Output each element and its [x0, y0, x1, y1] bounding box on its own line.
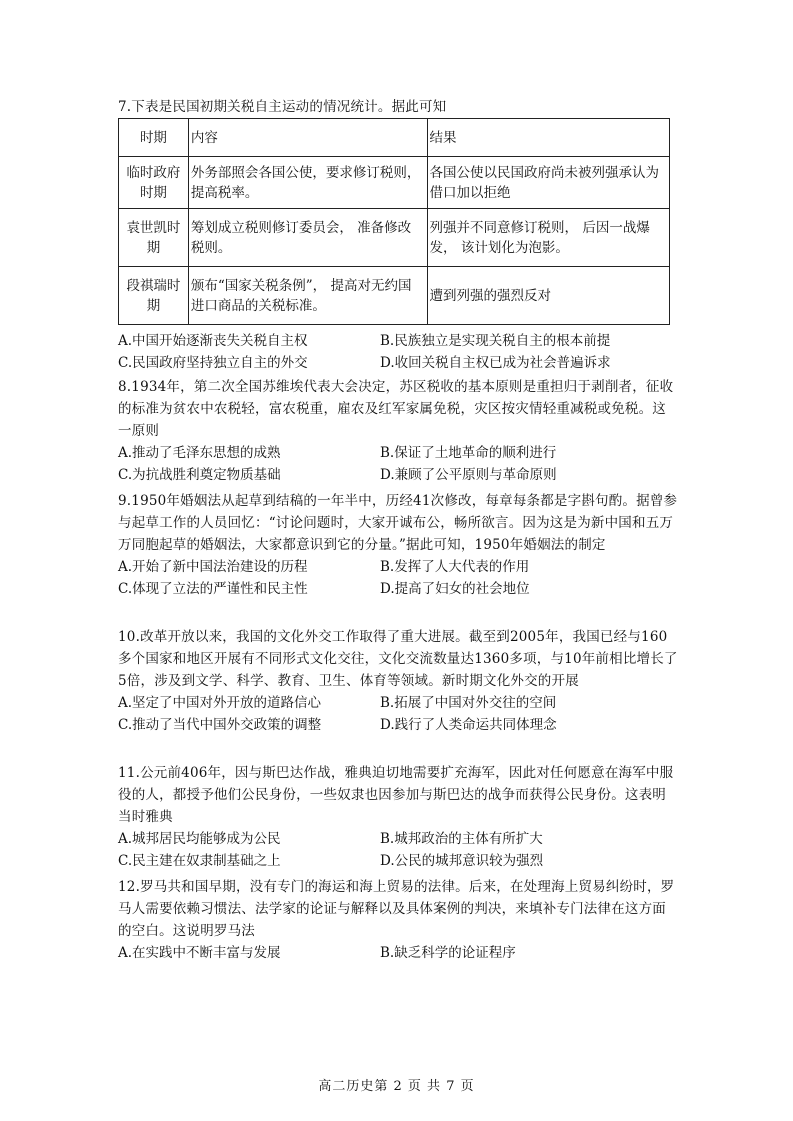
table-header-row	[119, 119, 670, 157]
option-b: B.城邦政治的主体有所扩大	[380, 831, 543, 847]
table-cell-content: 筹划成立税则修订委员会， 准备修改税则。	[188, 209, 427, 267]
table-cell-result: 遭到列强的强烈反对	[427, 267, 669, 325]
option-b: B.拓展了中国对外交往的空间	[380, 695, 557, 711]
table-header-period: 时期	[119, 119, 189, 157]
question-7-options	[118, 330, 678, 374]
table-header-content: 内容	[188, 119, 427, 157]
option-d: D.兼顾了公平原则与革命原则	[380, 467, 557, 483]
table-header-result: 结果	[427, 119, 669, 157]
option-c: C.体现了立法的严谨性和民主性	[118, 581, 308, 597]
option-d: D.公民的城邦意识较为强烈	[380, 853, 544, 869]
option-a: A.城邦居民均能够成为公民	[118, 831, 281, 847]
options-row	[118, 464, 678, 486]
option-a: A.中国开始逐渐丧失关税自主权	[118, 333, 308, 349]
option-b: B.保证了土地革命的顺利进行	[380, 445, 557, 461]
option-c: C.民主建在奴隶制基础之上	[118, 853, 281, 869]
table-cell-content: 外务部照会各国公使，要求修订税则，提高税率。	[188, 157, 427, 209]
options-row	[118, 714, 678, 736]
question-12	[118, 876, 678, 964]
option-c: C.推动了当代中国外交政策的调整	[118, 717, 322, 733]
question-7	[118, 96, 678, 118]
options-row	[118, 692, 678, 714]
option-d: D.收回关税自主权已成为社会普遍诉求	[380, 355, 611, 371]
question-8-stem: 8.1934年，第二次全国苏维埃代表大会决定，苏区税收的基本原则是重担归于剥削者，征收的标准为贫农中农税轻，富农税重，雇农及红军家属免税，灾区按灾情轻重减税或免税。这一原则	[118, 379, 674, 439]
table-cell-period: 袁世凯时期	[119, 209, 189, 267]
question-7-stem: 7.下表是民国初期关税自主运动的情况统计。据此可知	[118, 99, 447, 115]
table-cell-result: 各国公使以民国政府尚未被列强承认为借口加以拒绝	[427, 157, 669, 209]
table-cell-result: 列强并不同意修订税则， 后因一战爆发， 该计划化为泡影。	[427, 209, 669, 267]
question-10	[118, 626, 678, 736]
question-11-stem: 11.公元前406年，因与斯巴达作战，雅典迫切地需要扩充海军，因此对任何愿意在海军中服役的人，都授予他们公民身份，一些奴隶也因参加与斯巴达的战争而获得公民身份。这表明当时雅典	[118, 765, 674, 825]
page-footer: 高二历史第 2 页 共 7 页	[318, 1079, 475, 1094]
options-row	[118, 850, 678, 872]
option-b: B.缺乏科学的论证程序	[380, 945, 516, 961]
option-a: A.开始了新中国法治建设的历程	[118, 559, 308, 575]
question-9-stem: 9.1950年婚姻法从起草到结稿的一年半中，历经41次修改，每章每条都是字斟句酌。据曾参与起草工作的人员回忆：“讨论问题时，大家开诚布公，畅所欲言。因为这是为新中国和五万万同胞起草的婚姻法，大家都意识到它的分量。”据此可知，1950年婚姻法的制定	[118, 493, 678, 553]
option-a: A.坚定了中国对外开放的道路信心	[118, 695, 322, 711]
option-a: A.推动了毛泽东思想的成熟	[118, 445, 281, 461]
options-row	[118, 578, 678, 600]
table-cell-content: 颁布“国家关税条例”， 提高对无约国进口商品的关税标准。	[188, 267, 427, 325]
options-row	[118, 828, 678, 850]
option-b: B.发挥了人大代表的作用	[380, 559, 530, 575]
table-row	[119, 209, 670, 267]
option-c: C.为抗战胜利奠定物质基础	[118, 467, 281, 483]
q7-table	[118, 118, 670, 325]
question-12-stem: 12.罗马共和国早期，没有专门的海运和海上贸易的法律。后来，在处理海上贸易纠纷时，罗马人需要依赖习惯法、法学家的论证与解释以及具体案例的判决，来填补专门法律在这方面的空白。这说明罗马法	[118, 879, 675, 939]
options-row	[118, 442, 678, 464]
table-row	[119, 157, 670, 209]
option-d: D.践行了人类命运共同体理念	[380, 717, 557, 733]
option-a: A.在实践中不断丰富与发展	[118, 945, 281, 961]
option-b: B.民族独立是实现关税自主的根本前提	[380, 333, 611, 349]
option-d: D.提高了妇女的社会地位	[380, 581, 530, 597]
question-11	[118, 762, 678, 872]
option-c: C.民国政府坚持独立自主的外交	[118, 355, 308, 371]
question-10-stem: 10.改革开放以来，我国的文化外交工作取得了重大进展。截至到2005年，我国已经与160多个国家和地区开展有不同形式文化交往，文化交流数量达1360多项，与10年前相比增长了5倍，涉及到文学、科学、教育、卫生、体育等领域。新时期文化外交的开展	[118, 629, 678, 689]
options-row	[118, 942, 678, 964]
options-row	[118, 352, 678, 374]
options-row	[118, 330, 678, 352]
question-9	[118, 490, 678, 600]
question-8	[118, 376, 678, 486]
table-row	[119, 267, 670, 325]
table-cell-period: 段祺瑞时期	[119, 267, 189, 325]
table-cell-period: 临时政府时期	[119, 157, 189, 209]
options-row	[118, 556, 678, 578]
